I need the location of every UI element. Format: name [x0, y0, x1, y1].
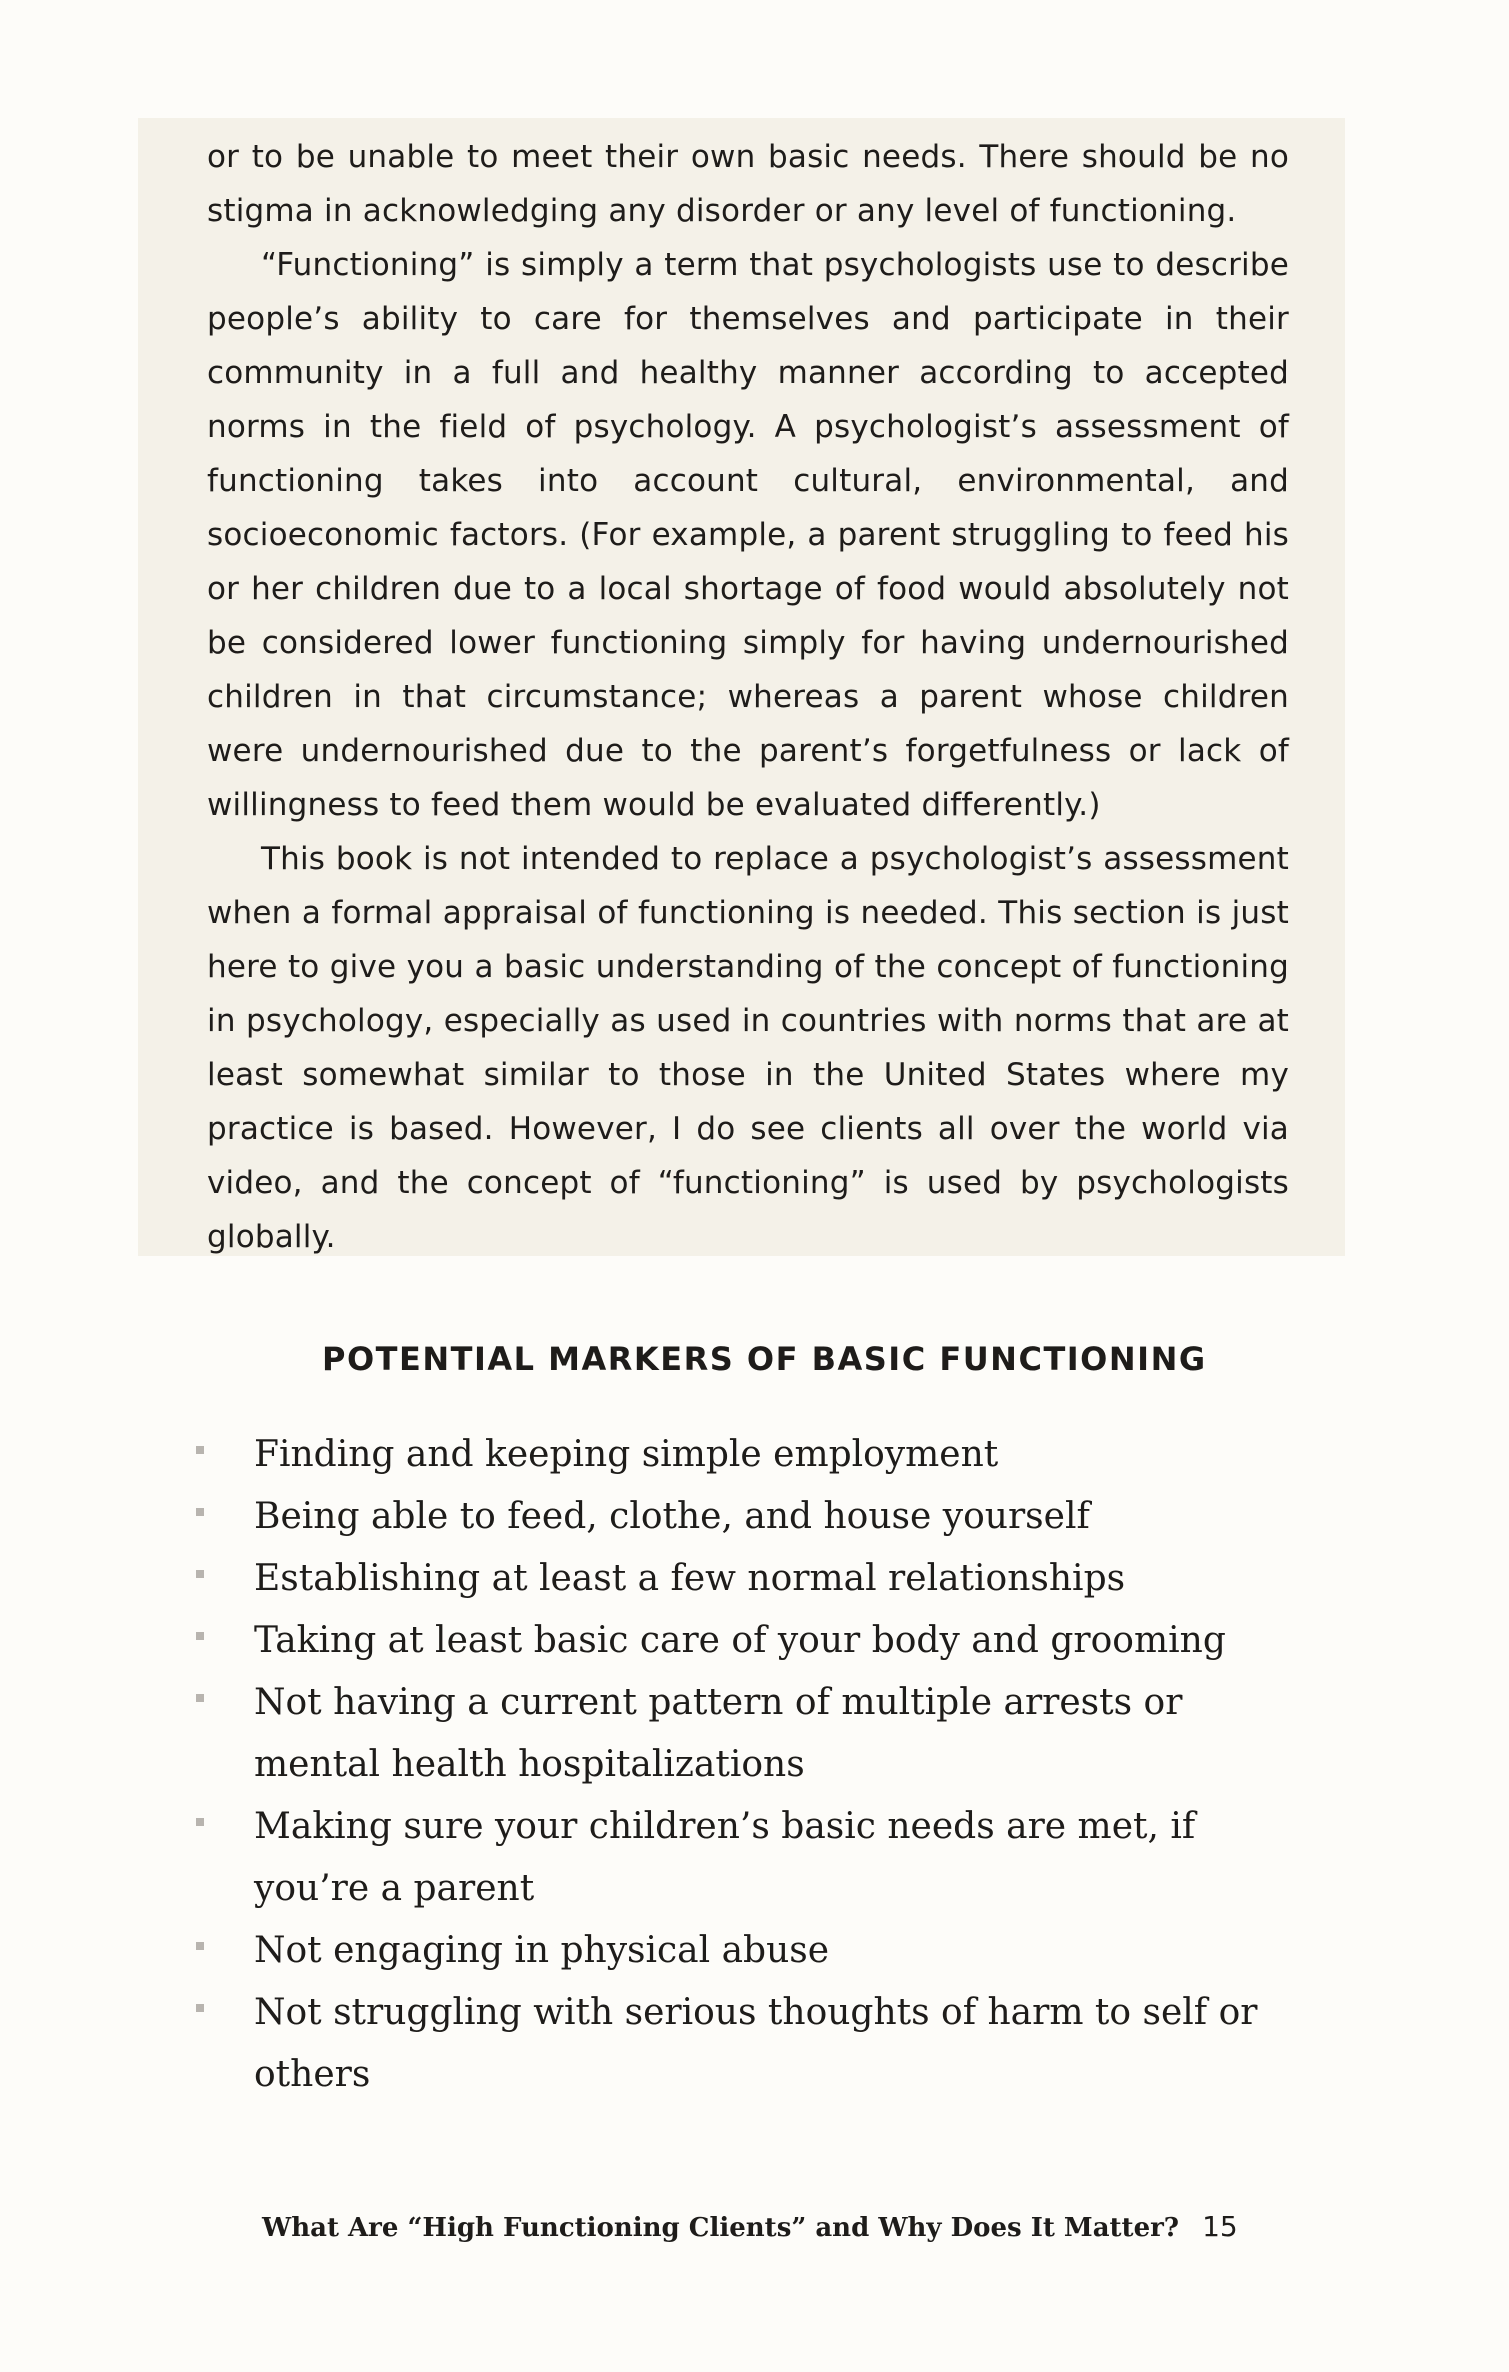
- list-item-text: Making sure your children’s basic needs are met, if you’re a parent: [254, 1806, 1196, 1909]
- bullet-icon: [196, 1508, 204, 1516]
- bullet-icon: [196, 1942, 204, 1950]
- bullet-icon: [196, 1632, 204, 1640]
- list-item-text: Not having a current pattern of multiple arrests or mental health hospitalizations: [254, 1682, 1183, 1785]
- list-item-text: Taking at least basic care of your body and grooming: [254, 1620, 1226, 1661]
- list-item-text: Finding and keeping simple employment: [254, 1434, 999, 1475]
- list-item-text: Not struggling with serious thoughts of harm to self or others: [254, 1992, 1258, 2095]
- bullet-icon: [196, 1570, 204, 1578]
- list-item: [196, 1672, 1306, 1796]
- section-heading: POTENTIAL MARKERS OF BASIC FUNCTIONING: [322, 1340, 1207, 1378]
- body-text: [207, 130, 1289, 1264]
- list-item: [196, 1610, 1306, 1672]
- markers-list: [196, 1424, 1306, 2106]
- list-item-text: Being able to feed, clothe, and house yourself: [254, 1496, 1090, 1537]
- page-number: 15: [1202, 2210, 1238, 2243]
- list-item: [196, 1982, 1306, 2106]
- list-item: [196, 1548, 1306, 1610]
- list-item-text: Establishing at least a few normal relationships: [254, 1558, 1126, 1599]
- page-footer: [262, 2210, 1238, 2243]
- list-item-text: Not engaging in physical abuse: [254, 1930, 830, 1971]
- bullet-icon: [196, 1694, 204, 1702]
- running-title: What Are “High Functioning Clients” and Why Does It Matter?: [262, 2213, 1180, 2243]
- bullet-icon: [196, 1818, 204, 1826]
- paragraph-2: “Functioning” is simply a term that psychologists use to describe people’s ability to care for themselves and participate in their community in a full and healthy manner according to accepted norms in the field of psychology. A psychologist’s assessment of functioning takes into account cultural, environmental, and socioeconomic factors. (For example, a parent struggling to feed his or her children due to a local shortage of food would absolutely not be considered lower functioning simply for having undernourished children in that circumstance; whereas a parent whose children were undernourished due to the parent’s forgetfulness or lack of willingness to feed them would be evaluated differently.): [207, 247, 1289, 823]
- list-item: [196, 1486, 1306, 1548]
- list-item: [196, 1796, 1306, 1920]
- list-item: [196, 1920, 1306, 1982]
- paragraph-3: This book is not intended to replace a psychologist’s assessment when a formal appraisal of functioning is needed. This section is just here to give you a basic understanding of the concept of functioning in psychology, especially as used in countries with norms that are at least somewhat similar to those in the United States where my practice is based. However, I do see clients all over the world via video, and the concept of “functioning” is used by psychologists globally.: [207, 841, 1289, 1255]
- bullet-icon: [196, 2004, 204, 2012]
- bullet-icon: [196, 1446, 204, 1454]
- paragraph-1: or to be unable to meet their own basic needs. There should be no stigma in acknowledging any disorder or any level of functioning.: [207, 139, 1289, 229]
- list-item: [196, 1424, 1306, 1486]
